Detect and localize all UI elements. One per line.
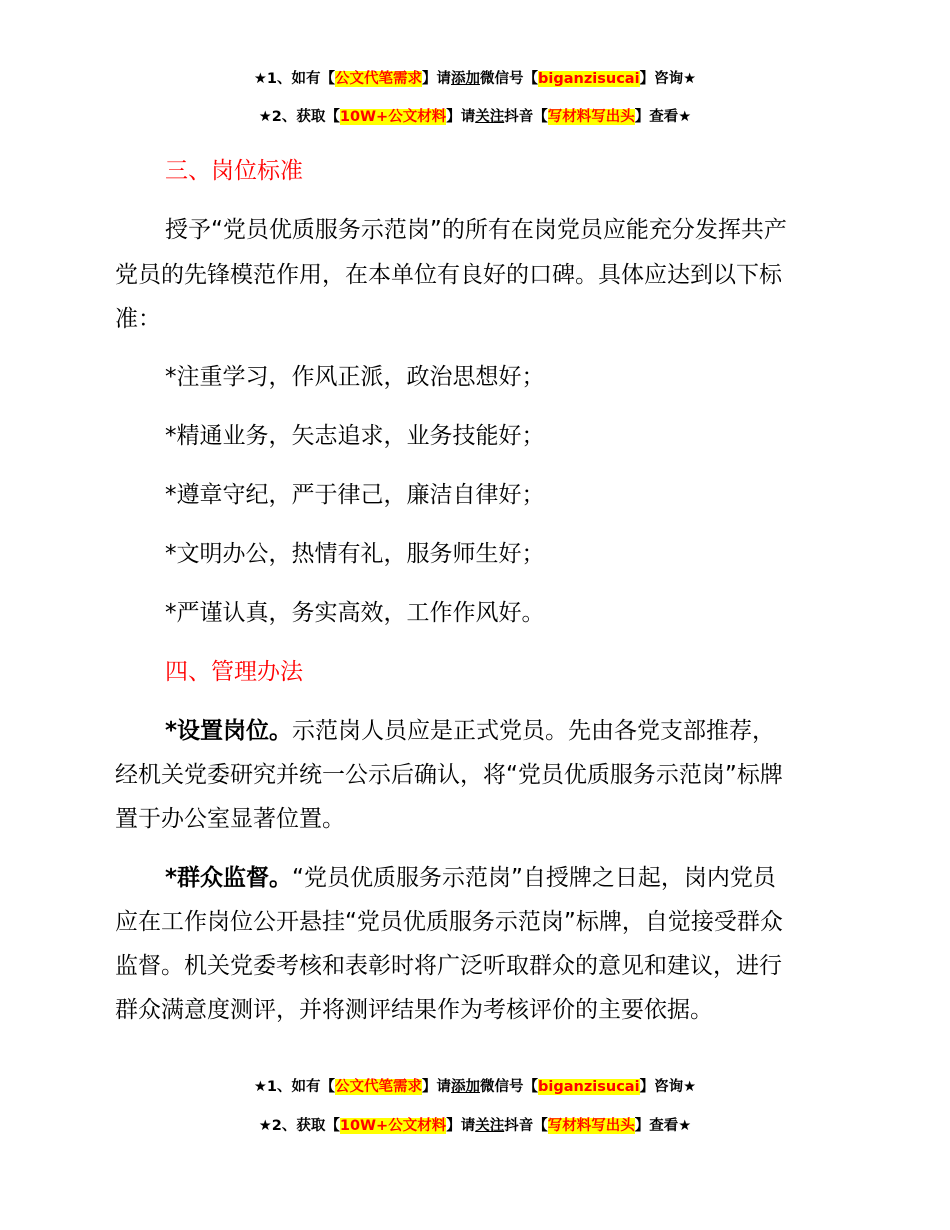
- banner-highlight: 10W+公文材料: [339, 109, 447, 125]
- section-3-intro-line-3: 准：: [115, 306, 161, 332]
- banner-text: 】查看★: [634, 109, 692, 125]
- standard-item: *文明办公，热情有礼，服务师生好；: [165, 541, 545, 567]
- paragraph-text: 示范岗人员应是正式党员。先由各党支部推荐，: [292, 718, 776, 744]
- banner-text: ★2、获取【: [258, 1118, 340, 1134]
- banner-highlight: 写材料写出头: [547, 1118, 635, 1134]
- banner-text: 抖音【: [504, 1118, 548, 1134]
- management-para-2-line-4: 群众满意度测评，并将测评结果作为考核评价的主要依据。: [115, 997, 713, 1023]
- banner-highlight: 公文代笔需求: [335, 1079, 423, 1095]
- banner-text: 微信号【: [480, 71, 539, 87]
- banner-text: ★1、如有【: [253, 1079, 336, 1095]
- banner-highlight: 写材料写出头: [547, 109, 635, 125]
- section-3-heading: 三、岗位标准: [165, 158, 303, 184]
- paragraph-text: “党员优质服务示范岗”自授牌之日起，岗内党员: [292, 865, 776, 891]
- management-para-2-line-2: 应在工作岗位公开悬挂“党员优质服务示范岗”标牌，自觉接受群众: [115, 909, 783, 935]
- banner-underline: 添加: [451, 1079, 481, 1095]
- standard-item: *严谨认真，务实高效，工作作风好。: [165, 600, 545, 626]
- paragraph-lead: *群众监督。: [165, 865, 293, 891]
- banner-text: ★1、如有【: [253, 71, 336, 87]
- banner-highlight: biganzisucai: [538, 1079, 640, 1095]
- banner-highlight: 公文代笔需求: [335, 71, 423, 87]
- section-3-intro-line-2: 党员的先锋模范作用，在本单位有良好的口碑。具体应达到以下标: [115, 262, 782, 288]
- section-4-heading: 四、管理办法: [165, 659, 303, 685]
- standard-item: *遵章守纪，严于律己，廉洁自律好；: [165, 482, 545, 508]
- banner-highlight: biganzisucai: [538, 71, 640, 87]
- management-para-1-line-1: [165, 714, 775, 748]
- management-para-1-line-2: 经机关党委研究并统一公示后确认，将“党员优质服务示范岗”标牌: [115, 762, 783, 788]
- banner-bottom-line-2: [0, 1115, 950, 1137]
- banner-text: 】请: [422, 71, 452, 87]
- banner-underline: 添加: [451, 71, 481, 87]
- banner-text: 】请: [446, 109, 476, 125]
- standard-item: *注重学习，作风正派，政治思想好；: [165, 364, 545, 390]
- section-3-intro-line-1: 授予“党员优质服务示范岗”的所有在岗党员应能充分发挥共产: [165, 217, 787, 243]
- banner-top-line-2: [0, 106, 950, 128]
- banner-text: 微信号【: [480, 1079, 539, 1095]
- banner-text: 】请: [422, 1079, 452, 1095]
- banner-highlight: 10W+公文材料: [339, 1118, 447, 1134]
- standard-item: *精通业务，矢志追求，业务技能好；: [165, 423, 545, 449]
- banner-text: ★2、获取【: [258, 109, 340, 125]
- banner-top-line-1: [0, 68, 950, 90]
- banner-text: 】查看★: [634, 1118, 692, 1134]
- management-para-2-line-1: [165, 861, 776, 895]
- management-para-2-line-3: 监督。机关党委考核和表彰时将广泛听取群众的意见和建议，进行: [115, 953, 782, 979]
- management-para-1-line-3: 置于办公室显著位置。: [115, 806, 345, 832]
- banner-text: 】请: [446, 1118, 476, 1134]
- paragraph-lead: *设置岗位。: [165, 718, 293, 744]
- banner-text: 】咨询★: [639, 71, 697, 87]
- banner-text: 抖音【: [504, 109, 548, 125]
- banner-text: 】咨询★: [639, 1079, 697, 1095]
- banner-underline: 关注: [475, 109, 505, 125]
- banner-underline: 关注: [475, 1118, 505, 1134]
- banner-bottom-line-1: [0, 1076, 950, 1098]
